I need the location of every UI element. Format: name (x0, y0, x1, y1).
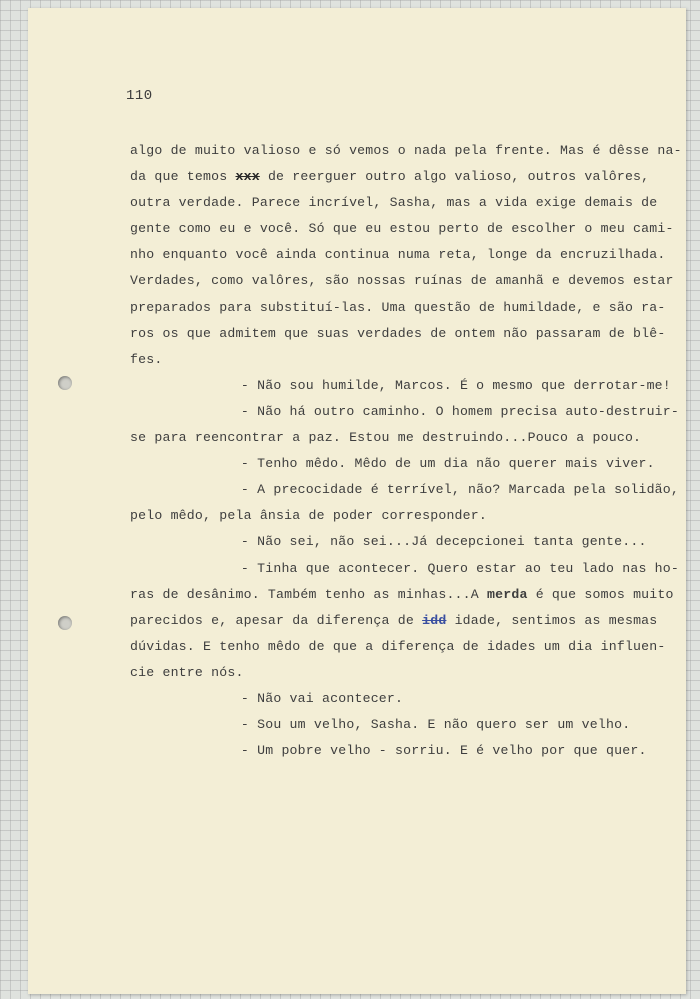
typewritten-page (28, 8, 686, 994)
text-line: dúvidas. E tenho mêdo de que a diferença de idades um dia influen- (130, 638, 666, 654)
text-segment: é que somos muito (527, 586, 674, 602)
text-segment: ras de desânimo. Também tenho as minhas...A (130, 586, 488, 602)
text-segment: de reerguer outro algo valioso, outros valôres, (259, 169, 650, 185)
text-line: outra verdade. Parece incrível, Sasha, mas a vida exige demais de (130, 195, 658, 211)
page-number: 110 (126, 88, 153, 104)
text-line: ros os que admitem que suas verdades de ontem não passaram de blê- (130, 325, 666, 341)
text-line: - A precocidade é terrível, não? Marcada pela solidão, (240, 482, 680, 498)
punch-hole-bottom (58, 616, 72, 630)
text-line: - Não sei, não sei...Já decepcionei tanta gente... (240, 534, 647, 550)
text-segment: idade, sentimos as mesmas (446, 612, 658, 628)
text-line: cie entre nós. (130, 664, 244, 680)
text-line: algo de muito valioso e só vemos o nada pela frente. Mas é dêsse na- (130, 143, 682, 158)
text-line: - Não vai acontecer. (240, 690, 404, 706)
text-line (130, 582, 674, 608)
text-segment: da que temos (130, 169, 236, 185)
text-line: - Um pobre velho - sorriu. E é velho por que quer. (240, 743, 647, 759)
typed-text-body (130, 138, 682, 764)
punch-hole-top (58, 376, 72, 390)
ink-scribble-correction: idd (422, 612, 447, 628)
text-line (130, 608, 670, 634)
text-line: gente como eu e você. Só que eu estou perto de escolher o meu cami- (130, 221, 674, 237)
text-line: se para reencontrar a paz. Estou me destruindo...Pouco a pouco. (130, 430, 642, 446)
text-line: pelo mêdo, pela ânsia de poder corresponder. (130, 508, 488, 524)
text-line: - Sou um velho, Sasha. E não quero ser um velho. (240, 717, 631, 733)
overtyped-word: merda (487, 586, 528, 602)
text-line: - Não há outro caminho. O homem precisa auto-destruir- (240, 403, 680, 419)
struck-out-text: xxx (235, 169, 260, 185)
text-line: preparados para substituí-las. Uma questão de humildade, e são ra- (130, 299, 666, 315)
text-line: - Não sou humilde, Marcos. É o mesmo que derrotar-me! (240, 377, 671, 393)
text-line: fes. (130, 351, 163, 367)
text-segment: parecidos e, apesar da diferença de (130, 612, 423, 628)
text-line (130, 164, 670, 190)
text-line: - Tinha que acontecer. Quero estar ao teu lado nas ho- (240, 560, 680, 576)
text-line: Verdades, como valôres, são nossas ruínas de amanhã e devemos estar (130, 273, 674, 289)
text-line: - Tenho mêdo. Mêdo de um dia não querer mais viver. (240, 456, 655, 472)
text-line: nho enquanto você ainda continua numa reta, longe da encruzilhada. (130, 247, 666, 263)
